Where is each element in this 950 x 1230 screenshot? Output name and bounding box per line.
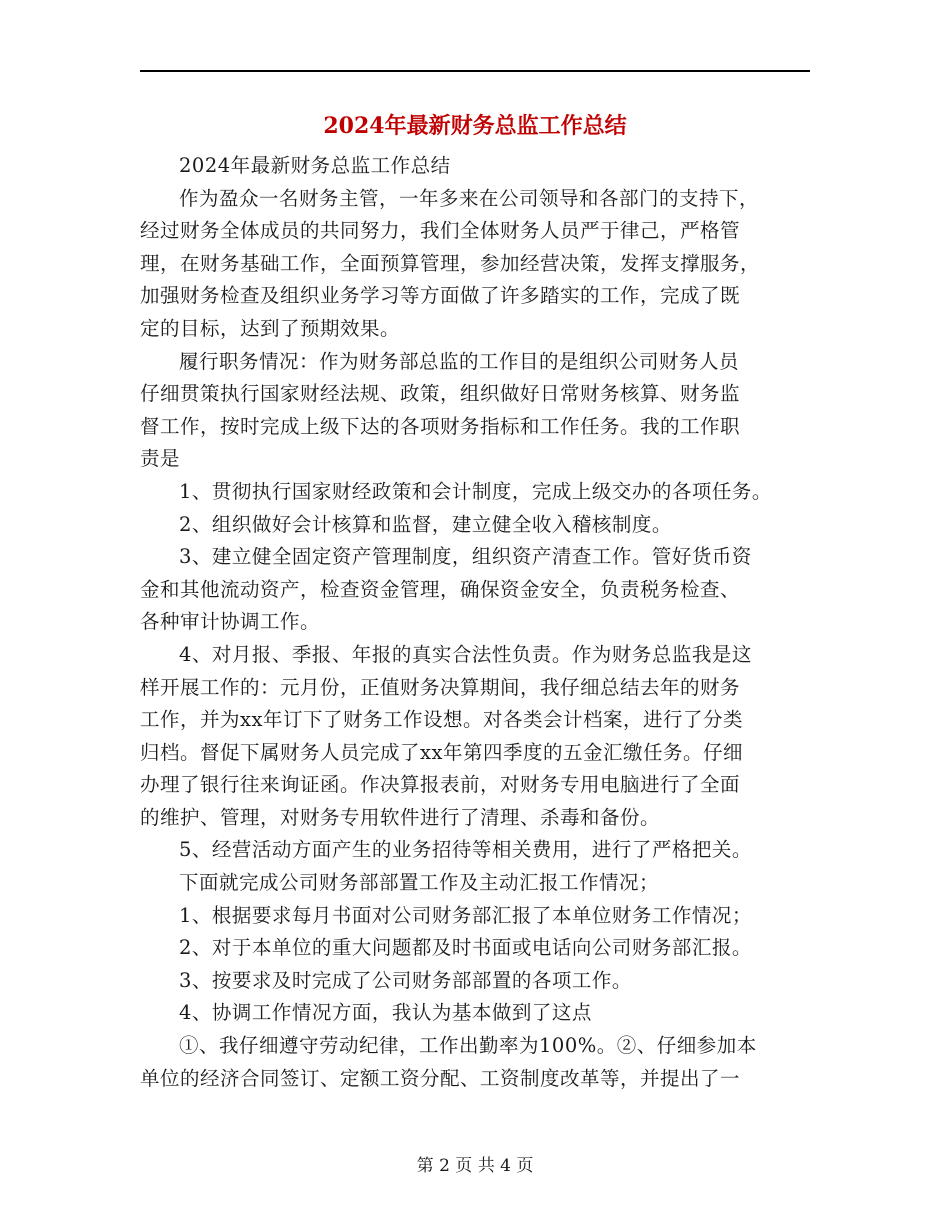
body-line: 2、组织做好会计核算和监督，建立健全收入稽核制度。: [179, 512, 672, 536]
body-line: 金和其他流动资产，检查资金管理，确保资金安全，负责税务检查、: [140, 577, 741, 601]
body-line: 1、贯彻执行国家财经政策和会计制度，完成上级交办的各项任务。: [179, 479, 772, 503]
header-rule: [140, 70, 810, 72]
body-line: 定的目标，达到了预期效果。: [140, 316, 401, 340]
body-line: 各种审计协调工作。: [140, 610, 321, 634]
body-line: 下面就完成公司财务部部置工作及主动汇报工作情况；: [179, 871, 660, 895]
body-line: 的维护、管理，对财务专用软件进行了清理、杀毒和备份。: [140, 805, 661, 829]
body-line: 办理了银行往来询证函。作决算报表前，对财务专用电脑进行了全面: [140, 773, 741, 797]
body-line: 2、对于本单位的重大问题都及时书面或电话向公司财务部汇报。: [179, 936, 752, 960]
page-number-footer: 第 2 页 共 4 页: [416, 1156, 534, 1176]
document-title: 2024年最新财务总监工作总结: [323, 113, 627, 139]
body-line: 加强财务检查及组织业务学习等方面做了许多踏实的工作，完成了既: [140, 284, 741, 308]
body-line: 归档。督促下属财务人员完成了xx年第四季度的五金汇缴任务。仔细: [140, 740, 743, 764]
body-line: 1、根据要求每月书面对公司财务部汇报了本单位财务工作情况；: [179, 903, 752, 927]
body-line: 督工作，按时完成上级下达的各项财务指标和工作任务。我的工作职: [140, 414, 741, 438]
body-line: 单位的经济合同签订、定额工资分配、工资制度改革等，并提出了一: [140, 1066, 741, 1090]
body-line: 履行职务情况：作为财务部总监的工作目的是组织公司财务人员: [179, 349, 740, 373]
body-line: 理，在财务基础工作，全面预算管理，参加经营决策，发挥支撑服务，: [140, 251, 761, 275]
body-line: 3、建立健全固定资产管理制度，组织资产清查工作。管好货币资: [179, 545, 752, 569]
body-line: 3、按要求及时完成了公司财务部部置的各项工作。: [179, 968, 632, 992]
body-line: 4、协调工作情况方面，我认为基本做到了这点: [179, 1001, 592, 1025]
body-line: 样开展工作的：元月份，正值财务决算期间，我仔细总结去年的财务: [140, 675, 741, 699]
body-line: 5、经营活动方面产生的业务招待等相关费用，进行了严格把关。: [179, 838, 752, 862]
body-line: 责是: [140, 447, 181, 471]
body-line: 2024年最新财务总监工作总结: [179, 154, 451, 177]
document-body: [140, 150, 820, 1095]
body-line: 经过财务全体成员的共同努力，我们全体财务人员严于律己，严格管: [140, 219, 741, 243]
body-line: 作为盈众一名财务主管，一年多来在公司领导和各部门的支持下，: [179, 186, 760, 210]
body-line: 4、对月报、季报、年报的真实合法性负责。作为财务总监我是这: [179, 642, 752, 666]
body-line: 工作，并为xx年订下了财务工作设想。对各类会计档案，进行了分类: [140, 708, 743, 732]
body-line: ①、我仔细遵守劳动纪律，工作出勤率为100%。②、仔细参加本: [179, 1034, 757, 1058]
body-line: 仔细贯策执行国家财经法规、政策，组织做好日常财务核算、财务监: [140, 382, 741, 406]
